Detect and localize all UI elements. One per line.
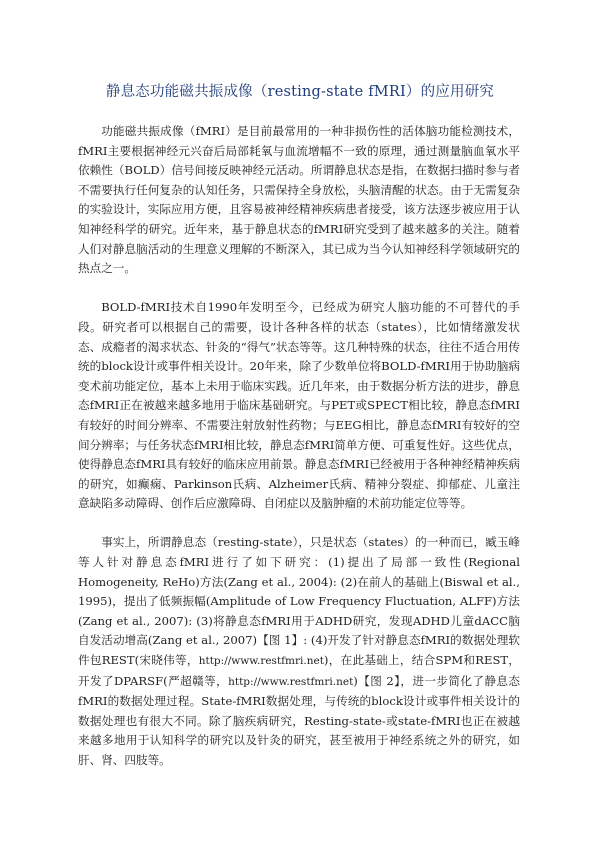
paragraph-3: [78, 533, 520, 770]
figure-2-reference: 【图 2】: [357, 673, 401, 688]
paragraph-text: 事实上，所谓静息态（resting-state），只是状态（states）的一种而已，臧玉峰等人针对静息态fMRI进行了如下研究：(1)提出了局部一致性(Regional Homogeneity, ReHo)方法(Zang et al., 2004): (2)在前人的基础上(Biswal et al., 1995)，提出了低频振幅(Amplitude of Low Frequency Fluctuation, ALFF)方法(Zang et al., 2007): (3)将静息态fMRI用于ADHD研究，发现ADHD儿童dACC脑自发活动增高(Zang et al., 2007): [78, 535, 520, 648]
paragraph-2: [78, 298, 520, 514]
dparsf-url-link[interactable]: http://www.restfmri.net: [228, 675, 354, 688]
article-body: [78, 122, 520, 771]
rest-url-link[interactable]: http://www.restfmri.net: [198, 655, 324, 668]
paragraph-text: BOLD-fMRI技术自1990年发明至今，已经成为研究人脑功能的不可替代的手段。研究者可以根据自己的需要，设计各种各样的状态（states），比如情绪激发状态、成瘾者的渴求状态、针灸的“得气”状态等等。这几种特殊的状态，往往不适合用传统的block设计或事件相关设计。20年来，除了少数单位将BOLD-fMRI用于协助脑病变术前功能定位，基本上未用于临床实践。近几年来，由于数据分析方法的进步，静息态fMRI正在被越来越多地用于临床基础研究。与PET或SPECT相比较，静息态fMRI有较好的时间分辨率、不需要注射放射性药物；与EEG相比，静息态fMRI有较好的空间分辨率；与任务状态fMRI相比较，静息态fMRI简单方便、可重复性好。这些优点，使得静息态fMRI具有较好的临床应用前景。静息态fMRI已经被用于各种神经精神疾病的研究，如癫痫、Parkinson氏病、Alzheimer氏病、精神分裂症、抑郁症、儿童注意缺陷多动障碍、创作后应激障碍、自闭症以及脑肿瘤的术前功能定位等等。: [78, 300, 520, 511]
paragraph-text: 功能磁共振成像（fMRI）是目前最常用的一种非损伤性的活体脑功能检测技术，fMRI主要根据神经元兴奋后局部耗氧与血流增幅不一致的原理，通过测量脑血氧水平依赖性（BOLD）信号间接反映神经元活动。所谓静息状态是指，在数据扫描时参与者不需要执行任何复杂的认知任务，只需保持全身放松，头脑清醒的状态。由于无需复杂的实验设计，实际应用方便，且容易被神经精神疾病患者接受，该方法逐步被应用于认知神经科学的研究。近年来，基于静息状态的fMRI研究受到了越来越多的关注。随着人们对静息脑活动的生理意义理解的不断深入，其已成为当今认知神经科学领域研究的热点之一。: [78, 124, 520, 276]
paragraph-text: ，进一步简化了静息态fMRI的数据处理过程。State-fMRI数据处理，与传统的block设计或事件相关设计的数据处理也有很大不同。除了脑疾病研究，Resting-state-或state-fMRI也正在被越来越多地用于认知科学的研究以及针灸的研究，甚至被用于神经系统之外的研究，如肝、肾、四肢等。: [78, 673, 520, 767]
paragraph-text: : (4)开发了针对静息态fMRI的数据处理软件包REST(宋晓伟等，: [78, 633, 520, 668]
paragraph-1: [78, 122, 520, 279]
figure-1-reference: 【图 1】: [257, 633, 304, 648]
paragraph-text: ): [353, 673, 358, 688]
page-title: 静息态功能磁共振成像（resting-state fMRI）的应用研究: [105, 84, 495, 100]
paragraph-text: )，在此基础上，结合SPM和REST，开发了DPARSF(严超赣等，: [78, 653, 520, 688]
